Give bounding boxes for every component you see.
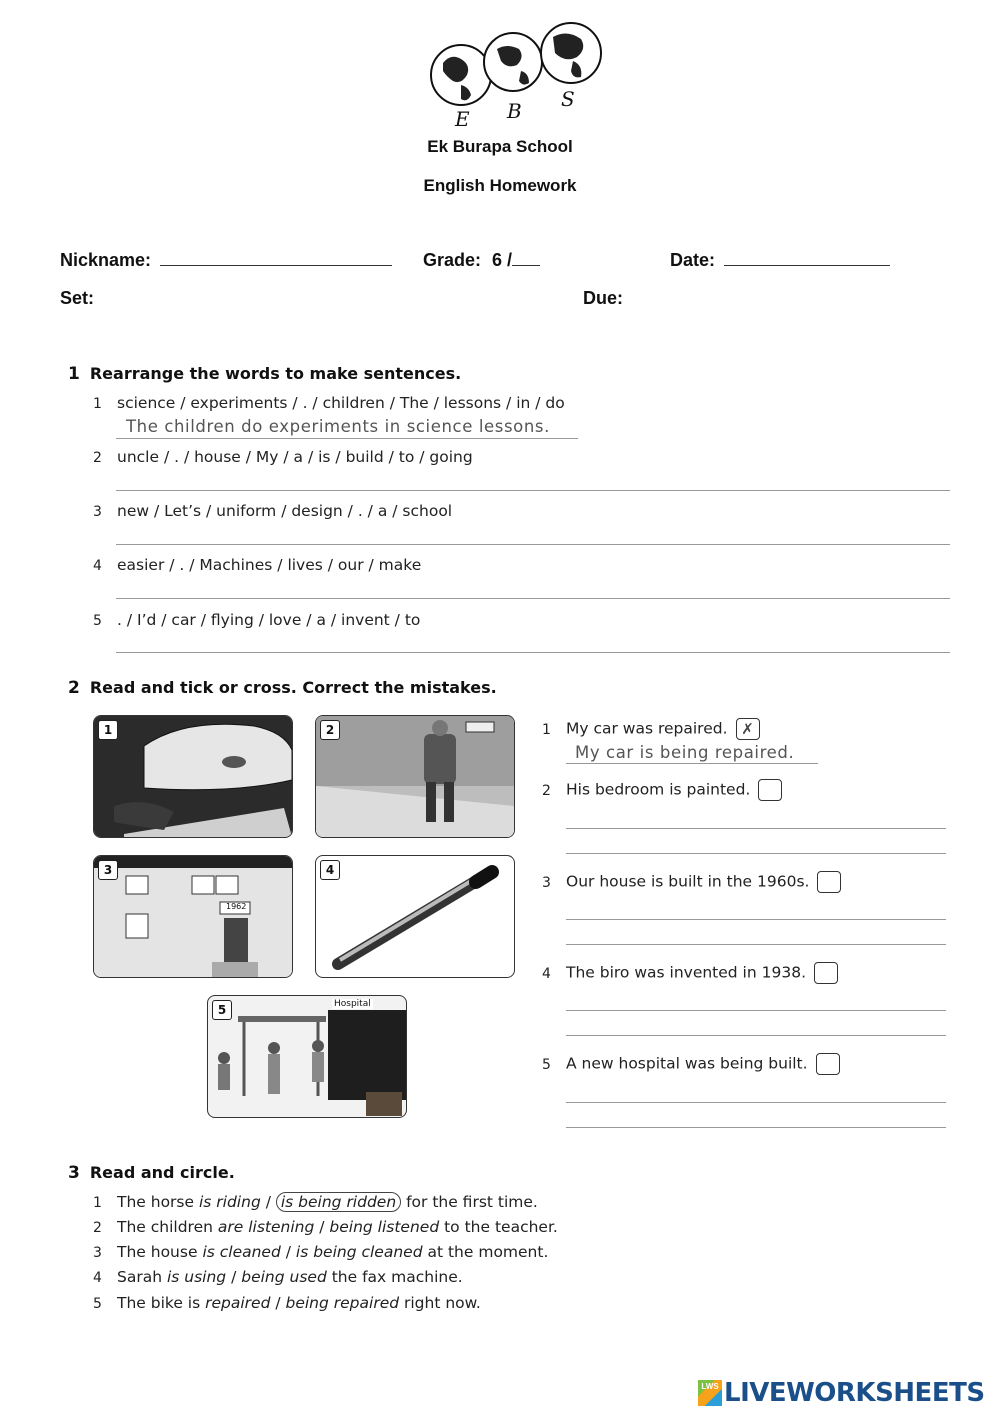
s3-option-2[interactable]: is being cleaned [295,1243,423,1261]
s3-item-number: 4 [93,1270,102,1286]
liveworksheets-wordmark: LIVEWORKSHEETS [724,1378,985,1408]
s1-answer-line-2[interactable] [116,490,950,491]
s2-answer-line-5b[interactable] [566,1127,946,1128]
liveworksheets-brand[interactable] [698,1378,985,1408]
hospital-construction-illustration [208,996,406,1117]
s2-answer-line-3b[interactable] [566,944,946,945]
s2-item-2 [542,779,782,801]
s1-item-number: 3 [93,504,102,520]
s2-answer-line-2b[interactable] [566,853,946,854]
s1-item-text: . / I’d / car / flying / love / a / invent / to [117,611,421,629]
section2-number: 2 [68,678,80,698]
homework-title: English Homework [423,176,577,195]
s2-item-1 [542,718,760,740]
tick-cross-box[interactable] [814,962,838,984]
s3-separator: / [260,1193,276,1211]
due-label: Due: [583,288,623,308]
s3-item-number: 3 [93,1245,102,1261]
s3-item-5 [93,1294,481,1312]
nickname-label: Nickname: [60,250,152,270]
grade-value: 6 / [492,250,513,270]
s2-item-number: 2 [542,782,551,799]
s2-item-3 [542,871,841,893]
section2-title: Read and tick or cross. Correct the mistakes. [89,678,497,697]
s3-item-number: 5 [93,1296,102,1312]
grade-field[interactable] [512,251,540,266]
set-label: Set: [60,288,95,308]
grade-row [423,250,540,271]
s3-separator: / [280,1243,296,1261]
picture-hospital [207,995,407,1118]
s1-answer-1: The children do experiments in science lessons. [126,417,550,436]
s3-pre: The bike is [117,1294,206,1312]
s2-answer-line-2a[interactable] [566,828,946,829]
picture-house [93,855,293,978]
s3-option-1[interactable]: is cleaned [202,1243,281,1261]
s2-answer-1: My car is being repaired. [575,743,795,762]
picture-label: 2 [320,720,340,740]
s1-item-3 [93,502,452,520]
s2-answer-line-3a[interactable] [566,919,946,920]
s1-answer-line-4[interactable] [116,598,950,599]
section1-number: 1 [68,364,80,384]
section3-number: 3 [68,1163,80,1183]
s2-answer-line-4a[interactable] [566,1010,946,1011]
s2-item-number: 4 [542,965,551,982]
s3-separator: / [314,1218,330,1236]
s3-pre: The house [117,1243,203,1261]
picture-label: 1 [98,720,118,740]
tick-cross-box[interactable] [758,779,782,801]
s2-item-text: Our house is built in the 1960s. [566,872,810,891]
s3-option-1[interactable]: is using [166,1268,227,1286]
school-name: Ek Burapa School [427,137,573,156]
section1-heading [68,364,461,384]
s1-item-text: science / experiments / . / children / The / lessons / in / do [117,394,565,412]
section3-title: Read and circle. [89,1163,235,1182]
date-row [670,250,890,271]
nickname-row [60,250,392,271]
s1-item-number: 2 [93,450,102,466]
s1-answer-line-1 [116,438,578,439]
s1-item-4 [93,556,421,574]
logo-letter-e: E [455,107,470,131]
s2-answer-line-4b[interactable] [566,1035,946,1036]
tick-cross-box[interactable] [817,871,841,893]
s3-item-2 [93,1218,558,1236]
s3-post: to the teacher. [439,1218,558,1236]
section1-title: Rearrange the words to make sentences. [89,364,462,383]
s2-item-5 [542,1053,840,1075]
s1-answer-line-5[interactable] [116,652,950,653]
s3-item-1 [93,1193,538,1211]
s3-separator: / [226,1268,242,1286]
hospital-sign: Hospital [334,999,371,1009]
s3-pre: Sarah [117,1268,167,1286]
s3-option-1[interactable]: repaired [205,1294,271,1312]
s3-item-number: 1 [93,1195,102,1211]
s3-item-3 [93,1243,548,1261]
s3-option-2[interactable]: being repaired [285,1294,400,1312]
s2-item-number: 1 [542,721,551,738]
s3-item-number: 2 [93,1220,102,1236]
s3-post: the fax machine. [326,1268,463,1286]
picture-biro [315,855,515,978]
s1-item-number: 4 [93,558,102,574]
tick-cross-box[interactable]: ✗ [736,718,760,740]
s1-item-1 [93,394,565,412]
house-illustration [94,856,292,977]
s2-item-text: A new hospital was being built. [566,1054,808,1073]
s3-option-2[interactable]: being used [241,1268,327,1286]
s3-pre: The children [117,1218,218,1236]
s3-item-4 [93,1268,463,1286]
s3-post: at the moment. [422,1243,549,1261]
s3-post: for the first time. [401,1193,538,1211]
s1-answer-line-3[interactable] [116,544,950,545]
grade-label: Grade: [423,250,482,270]
picture-label: 5 [212,1000,232,1020]
logo-letter-s: S [561,87,575,111]
s3-separator: / [270,1294,286,1312]
liveworksheets-logo-icon: LWS [698,1380,722,1406]
logo-letter-b: B [507,99,522,123]
s1-item-number: 5 [93,613,102,629]
picture-car-repair [93,715,293,838]
s3-option-2[interactable]: being listened [329,1218,440,1236]
s2-item-text: The biro was invented in 1938. [566,963,806,982]
biro-illustration [316,856,514,977]
s1-item-text: easier / . / Machines / lives / our / make [117,556,422,574]
school-logo [425,15,610,135]
s3-option-2-circled[interactable]: is being ridden [276,1192,401,1212]
s1-item-text: uncle / . / house / My / a / is / build / to / going [117,448,473,466]
picture-label: 3 [98,860,118,880]
s2-answer-line-5a[interactable] [566,1102,946,1103]
s3-pre: The horse [117,1193,199,1211]
picture-label: 4 [320,860,340,880]
date-field[interactable] [724,251,890,266]
tick-cross-box[interactable] [816,1053,840,1075]
house-year-sign: 1962 [226,902,247,911]
s1-item-5 [93,611,420,629]
section3-heading [68,1163,235,1183]
date-label: Date: [670,250,716,270]
car-repair-illustration [94,716,292,837]
s1-item-2 [93,448,473,466]
picture-painting [315,715,515,838]
s2-item-text: My car was repaired. [566,719,728,738]
s3-post: right now. [399,1294,481,1312]
s2-answer-line-1 [566,763,818,764]
nickname-field[interactable] [160,251,392,266]
s3-option-1[interactable]: are listening [217,1218,315,1236]
s2-item-text: His bedroom is painted. [566,780,751,799]
s2-item-number: 5 [542,1056,551,1073]
painting-illustration [316,716,514,837]
s3-option-1[interactable]: is riding [198,1193,261,1211]
s2-item-number: 3 [542,874,551,891]
s2-item-4 [542,962,838,984]
s1-item-text: new / Let’s / uniform / design / . / a / school [117,502,453,520]
section2-heading [68,678,497,698]
s1-item-number: 1 [93,396,102,412]
